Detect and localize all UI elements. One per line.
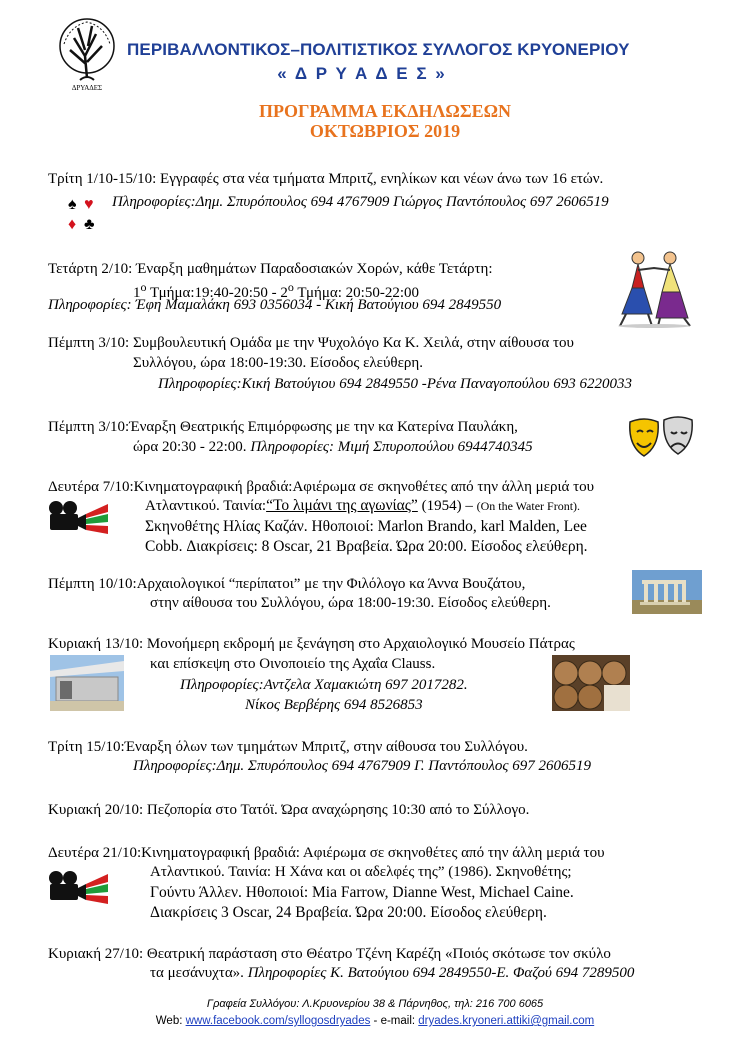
program-month: ΟΚΤΩΒΡΙΟΣ 2019 [309, 121, 461, 141]
event-3-info: Πληροφορίες:Κική Βατούγιου 694 2849550 -Ρένα Παναγοπούλου 693 6220033 [158, 376, 632, 392]
event-7-info-2: Νίκος Βερβέρης 694 8526853 [245, 697, 423, 713]
museum-image [50, 655, 124, 711]
event-2-info: Πληροφορίες: Έφη Μαμαλάκη 693 0356034 - Κική Βατούγιου 694 2849550 [48, 297, 502, 313]
event-5-film: Ατλαντικού. Ταινία:“Το λιμάνι της αγωνίας” (1954) – (On the Water Front). [145, 497, 581, 514]
event-7-info-1: Πληροφορίες:Αντζελα Χαμακιώτη 697 2017282. [180, 677, 468, 693]
event-6-title: Πέμπτη 10/10:Αρχαιολογικοί “περίπατοι” με την Φιλόλογο κα Άννα Βουζάτου, [48, 576, 526, 592]
logo-caption: ΔΡΥΑΔΕΣ [71, 84, 103, 92]
svg-text:♥: ♥ [84, 196, 94, 213]
footer-address: Γραφεία Συλλόγου: Λ.Κρυονερίου 38 & Πάρνηθος, τηλ: 216 700 6065 [206, 998, 544, 1010]
event-10-film: Ατλαντικού. Ταινία: Η Χάνα και οι αδελφές της” (1986). Σκηνοθέτης; [150, 864, 572, 880]
tree-logo [56, 16, 118, 94]
wine-barrels-image [552, 655, 630, 711]
event-7-detail: και επίσκεψη στο Οινοποιείο της Αχαΐα Clauss. [150, 656, 436, 672]
footer-contact [0, 1015, 750, 1027]
event-1-title: Τρίτη 1/10-15/10: Εγγραφές στα νέα τμήματα Μπριτζ, ενηλίκων και νέων άνω των 16 ετών. [48, 171, 604, 187]
svg-text:♠: ♠ [68, 196, 77, 213]
event-4-title: Πέμπτη 3/10:Έναρξη Θεατρικής Επιμόρφωσης με την κα Κατερίνα Παυλάκη, [48, 419, 518, 435]
event-1-info: Πληροφορίες:Δημ. Σπυρόπουλος 694 4767909 Γιώργος Παντόπουλος 697 2606519 [112, 194, 609, 210]
film-projector-icon [46, 500, 108, 536]
svg-text:♦: ♦ [68, 216, 77, 233]
event-11-detail: τα μεσάνυχτα». Πληροφορίες Κ. Βατούγιου 694 2849550-Ε. Φαζού 694 7289500 [150, 965, 635, 981]
event-4-detail: ώρα 20:30 - 22:00. Πληροφορίες: Μιμή Σπυροπούλου 6944740345 [133, 439, 533, 455]
event-10-director: Γούντυ Άλλεν. Ηθοποιοί: Mia Farrow, Dianne West, Michael Caine. [150, 884, 574, 901]
org-name: ΠΕΡΙΒΑΛΛΟΝΤΙΚΟΣ–ΠΟΛΙΤΙΣΤΙΚΟΣ ΣΥΛΛΟΓΟΣ ΚΡΥΟΝΕΡΙΟΥ [127, 40, 630, 59]
event-3-title: Πέμπτη 3/10: Συμβουλευτική Ομάδα με την Ψυχολόγο Κα Κ. Χειλά, στην αίθουσα του [48, 335, 574, 351]
dancers-image [608, 248, 700, 328]
event-3-detail: Συλλόγου, ώρα 18:00-19:30. Είσοδος ελεύθερη. [133, 355, 423, 371]
event-11-title: Κυριακή 27/10: Θεατρική παράσταση στο Θέατρο Τζένη Καρέζη «Ποιός σκότωσε τον σκύλο [48, 946, 611, 962]
event-8-title: Τρίτη 15/10:Έναρξη όλων των τμημάτων Μπριτζ, στην αίθουσα του Συλλόγου. [48, 739, 528, 755]
theatre-masks-icon [626, 416, 698, 460]
email-label: - e-mail: [370, 1015, 419, 1027]
event-10-title: Δευτέρα 21/10:Κινηματογραφική βραδιά: Αφιέρωμα σε σκηνοθέτες από την άλλη μεριά του [48, 845, 605, 861]
org-subtitle: « Δ Ρ Υ Α Δ Ε Σ » [277, 64, 447, 83]
event-5-awards: Cobb. Διακρίσεις: 8 Oscar, 21 Βραβεία. Ώρα 20:00. Είσοδος ελεύθερη. [145, 538, 588, 555]
event-8-info: Πληροφορίες:Δημ. Σπυρόπουλος 694 4767909 Γ. Παντόπουλος 697 2606519 [133, 758, 591, 774]
event-5-title: Δευτέρα 7/10:Κινηματογραφική βραδιά:Αφιέρωμα σε σκηνοθέτες από την άλλη μεριά του [48, 479, 595, 495]
event-5-director: Σκηνοθέτης Ηλίας Καζάν. Ηθοποιοί: Marlon Brando, karl Malden, Lee [145, 518, 587, 535]
event-2-title: Τετάρτη 2/10: Έναρξη μαθημάτων Παραδοσιακών Χορών, κάθε Τετάρτη: [48, 261, 493, 277]
event-7-title: Κυριακή 13/10: Μονοήμερη εκδρομή με ξενάγηση στο Αρχαιολογικό Μουσείο Πάτρας [48, 636, 575, 652]
temple-image [632, 570, 702, 614]
web-label: Web: [155, 1015, 186, 1027]
facebook-link[interactable]: www.facebook.com/syllogosdryades [185, 1015, 371, 1027]
email-link[interactable]: dryades.kryoneri.attiki@gmail.com [418, 1015, 595, 1027]
film-projector-icon [46, 870, 108, 906]
card-suits-icon [66, 193, 102, 233]
program-title: ΠΡΟΓΡΑΜΜΑ ΕΚΔΗΛΩΣΕΩΝ [258, 101, 512, 121]
event-9-title: Κυριακή 20/10: Πεζοπορία στο Τατόϊ. Ώρα αναχώρησης 10:30 από το Σύλλογο. [48, 802, 530, 818]
event-2-schedule: $1^o$ Τμήμα:19:40-20:50 - $2^o$ Τμήμα: 20:50-22:00 [133, 280, 419, 301]
svg-text:♣: ♣ [84, 216, 95, 233]
event-10-awards: Διακρίσεις 3 Oscar, 24 Βραβεία. Ώρα 20:00. Είσοδος ελεύθερη. [150, 904, 547, 921]
event-6-detail: στην αίθουσα του Συλλόγου, ώρα 18:00-19:30. Είσοδος ελεύθερη. [150, 595, 551, 611]
